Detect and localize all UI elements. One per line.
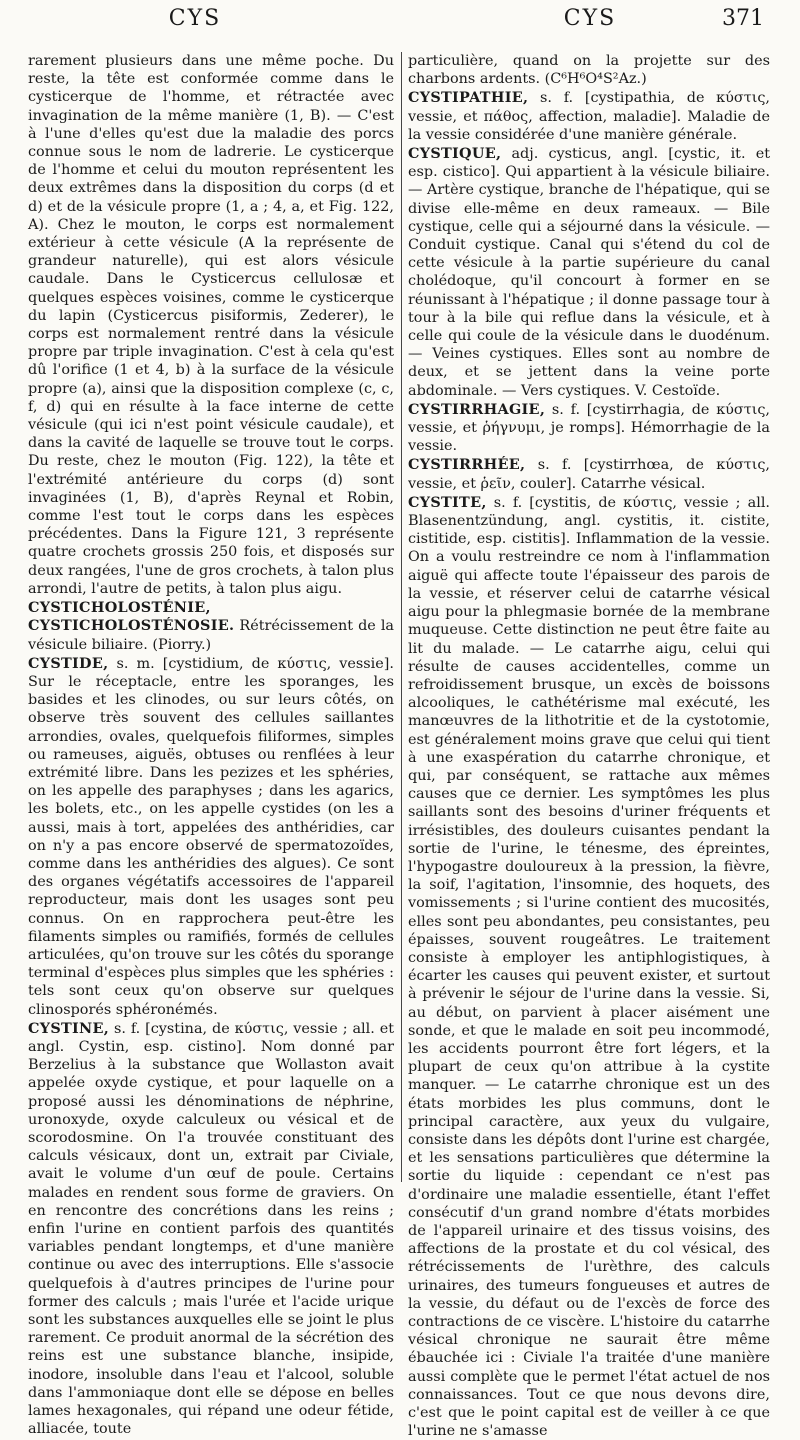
left-column — [28, 52, 394, 1438]
right-column — [408, 52, 770, 1440]
entry-text: s. f. [cystirrhagia, de κύστις, vessie, et ῥήγνυμι, je romps]. Hémorrhagie de la vessie. — [408, 401, 770, 455]
dictionary-entry — [408, 89, 770, 144]
column-divider — [401, 52, 402, 1182]
entry-paragraph — [408, 52, 770, 88]
running-head-left: CYS — [168, 6, 222, 31]
entry-headword: CYSTIDE, — [28, 654, 109, 672]
entry-headword: CYSTITE, — [408, 493, 487, 511]
page-number: 371 — [722, 6, 764, 31]
entry-headword: CYSTIRRHÉE, — [408, 456, 526, 474]
entry-headword: CYSTIPATHIE, — [408, 89, 529, 107]
entry-text: s. f. [cystipathia, de κύστις, vessie, et πάθος, affection, maladie]. Maladie de la vessie considérée d'une manière générale. — [408, 90, 770, 143]
entry-text: rarement plusieurs dans une même poche. Du reste, la tête est conformée comme dans le cysticerque de l'homme, et rétractée avec invagination de la même manière (1, B). — C'est à l'une d'elles qu'est due la maladie des porcs connue sous le nom de ladrerie. Le cysticerque de l'homme et celui du mouton représentent les deux extrêmes dans la disposition du corps (d et d) et de la vésicule propre (1, a ; 4, a, et Fig. 122, A). Chez le mouton, le corps est normalement extérieur à cette vésicule (A la représente de grandeur naturelle), qui est alors vésicule caudale. Dans le Cysticercus cellulosæ et quelques espèces voisines, comme le cysticerque du lapin (Cysticercus pisiformis, Zederer), le corps est normalement rentré dans la vésicule propre par triple invagination. C'est à cela qu'est dû l'orifice (1 et 4, b) à la surface de la vésicule propre (a), ainsi que la disposition complexe (c, c, f, d) qui en résulte à la face interne de cette vésicule (qui ici n'est point vésicule caudale), et dans la cavité de laquelle se trouve tout le corps. Du reste, chez le mouton (Fig. 122), la tête et l'extrémité antérieure du corps (d) sont invaginées (1, B), d'après Reynal et Robin, comme l'est tout le corps dans les espèces précédentes. Dans la Figure 121, 3 représente quatre crochets grossis 250 fois, et disposés sur deux rangées, l'une de gros crochets, à talon plus arrondi, l'autre de petits, à talon plus aigu. — [28, 53, 394, 597]
entry-text: s. f. [cystitis, de κύστις, vessie ; all. Blasenentzündung, angl. cystitis, it. cistite, cistitide, esp. cistitis]. Inflammation de la vessie. On a voulu restreindre ce nom à l'inflammation aiguë qui affecte toute l'épaisseur des parois de la vessie, et réserver celui de catarrhe vésical aigu pour la phlegmasie bornée de la membrane muqueuse. Cette distinction ne peut être faite au lit du malade. — Le catarrhe aigu, celui qui résulte de causes accidentelles, comme un refroidissement brusque, un excès de boissons alcooliques, le cathétérisme mal exécuté, les manœuvres de la lithotritie et de la cystotomie, est généralement moins grave que celui qui tient à une exaspération du catarrhe chronique, et qui, par conséquent, se rattache aux mêmes causes que ce dernier. Les symptômes les plus saillants sont des besoins d'uriner fréquents et irrésistibles, des douleurs cuisantes pendant la sortie de l'urine, le ténesme, des épreintes, l'hypogastre douloureux à la pression, la fièvre, la soif, l'agitation, l'insomnie, des hoquets, des vomissements ; si l'urine contient des mucosités, elles sont peu abondantes, peu consistantes, peu épaisses, souvent rougeâtres. Le traitement consiste à employer les antiphlogistiques, à écarter les causes qui peuvent exister, et surtout à prévenir le séjour de l'urine dans la vessie. Si, au début, on parvient à placer aisément une sonde, et que le malade en soit peu incommodé, les accidents pourront être fort légers, et la plupart de ceux qu'on attribue à la cystite manquer. — Le catarrhe chronique est un des états morbides les plus communs, dont le principal caractère, aux yeux du vulgaire, consiste dans les dépôts dont l'urine est chargée, et les sensations particulières que détermine la sortie du liquide : cependant ce n'est pas d'ordinaire une maladie essentielle, étant l'effet consécutif d'un grand nombre d'états morbides de l'appareil urinaire et des tissus voisins, des affections de la prostate et du col vésical, des rétrécissements de l'urèthre, des calculs urinaires, des tumeurs fongueuses et autres de la vessie, du défaut ou de l'excès de force des contractions de ce viscère. L'histoire du catarrhe vésical chronique ne saurait être même ébauchée ici : Civiale l'a traitée d'une manière aussi complète que le permet l'état actuel de nos connaissances. Tout ce que nous devons dire, c'est que le point capital est de veiller à ce que l'urine ne s'amasse — [408, 494, 770, 1440]
entry-text: s. m. [cystidium, de κύστις, vessie]. Sur le réceptacle, entre les sporanges, les basides et les clinodes, ou sur leurs côtés, on observe très souvent des cellules saillantes arrondies, ovales, quelquefois filiformes, simples ou rameuses, aiguës, obtuses ou renflées à leur extrémité libre. Dans les pezizes et les sphéries, on les appelle des paraphyses ; dans les agarics, les bolets, etc., on les appelle cystides (on les a aussi, mais à tort, appelées des anthéridies, car on n'y a pas encore observé de spermatozoïdes, comme dans les anthéridies des algues). Ce sont des organes végétatifs accessoires de l'appareil reproducteur, mais dont les usages sont peu connus. On en rapprochera peut-être les filaments simples ou ramifiés, formés de cellules articulées, qu'on trouve sur les côtés du sporange terminal d'espèces plus simples que les sphéries : tels sont ceux qu'on observe sur quelques clinosporés sphéronémés. — [28, 655, 394, 1018]
dictionary-entry — [408, 456, 770, 492]
entry-headword: CYSTINE, — [28, 1019, 110, 1037]
entry-text: adj. cysticus, angl. [cystic, it. et esp. cistico]. Qui appartient à la vésicule biliaire. — Artère cystique, branche de l'hépatique, qui se divise elle-même en deux rameaux. — Bile cystique, celle qui a séjourné dans la vésicule. — Conduit cystique. Canal qui s'étend du col de cette vésicule à la partie supérieure du canal cholédoque, qu'il concourt à former en se réunissant à l'hépatique ; il donne passage tour à tour à la bile qui reflue dans la vésicule, et à celle qui coule de la vésicule dans le duodénum. — Veines cystiques. Elles sont au nombre de deux, et se jettent dans la veine porte abdominale. — Vers cystiques. V. Cestoïde. — [408, 146, 770, 399]
entry-text: s. f. [cystirrhœa, de κύστις, vessie, et ῥεῖν, couler]. Catarrhe vésical. — [408, 457, 770, 492]
entry-paragraph — [28, 52, 394, 598]
entry-headword: CYSTIQUE, — [408, 145, 502, 163]
dictionary-entry — [408, 145, 770, 400]
dictionary-entry — [28, 655, 394, 1019]
running-head-right: CYS — [563, 6, 617, 31]
entry-headword: CYSTIRRHAGIE, — [408, 400, 546, 418]
dictionary-entry — [28, 599, 394, 654]
dictionary-entry — [28, 1020, 394, 1439]
entry-text: Rétrécissement de la vésicule biliaire. (Piorry.) — [28, 618, 394, 653]
entry-text: particulière, quand on la projette sur des charbons ardents. (C⁶H⁶O⁴S²Az.) — [408, 53, 770, 88]
dictionary-entry — [408, 494, 770, 1440]
entry-text: s. f. [cystina, de κύστις, vessie ; all. et angl. Cystin, esp. cistino]. Nom donné par Berzelius à la substance que Wollaston avait appelée oxyde cystique, et pour laquelle on a proposé aussi les dénominations de néphrine, uronoxyde, oxyde calculeux ou vésical et de scorodosmine. On l'a trouvée constituant des calculs vésicaux, dont un, extrait par Civiale, avait le volume d'un œuf de poule. Certains malades en rendent sous forme de graviers. On en rencontre des concrétions dans les reins ; enfin l'urine en contient parfois des quantités variables pendant longtemps, et d'une manière continue ou avec des interruptions. Elle s'associe quelquefois à d'autres principes de l'urine pour former des calculs ; mais l'urée et l'acide urique sont les substances auxquelles elle se joint le plus rarement. Ce produit anormal de la sécrétion des reins est une substance blanche, insipide, inodore, insoluble dans l'eau et l'alcool, soluble dans l'ammoniaque dont elle se dépose en belles lames hexagonales, qui répand une odeur fétide, alliacée, toute — [28, 1020, 394, 1438]
entry-headword: CYSTICHOLOSTÉNIE, CYSTICHOLOSTÉNOSIE. — [28, 599, 235, 635]
dictionary-entry — [408, 401, 770, 456]
